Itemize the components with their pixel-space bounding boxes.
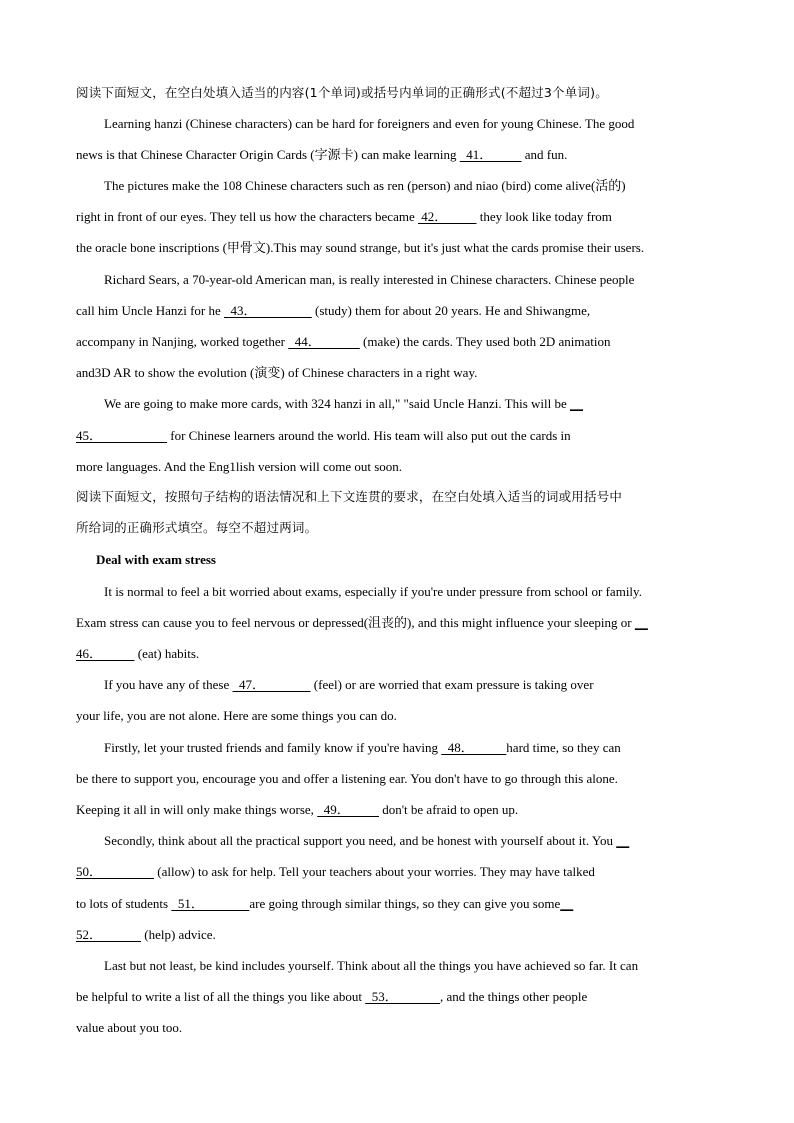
text: , and the things other people	[439, 989, 588, 1004]
section2-instruction-1: 阅读下面短文，按照句子结构的语法情况和上下文连贯的要求，在空白处填入适当的词或用括号中	[76, 489, 623, 504]
text: Exam stress can cause you to feel nervous or depressed(沮丧的), and this might influence your sleeping or	[76, 615, 635, 630]
text: Keeping it all in will only make things worse,	[76, 802, 318, 817]
s2-line-7	[76, 771, 726, 787]
text: be there to support you, encourage you and offer a listening ear. You don't have to go through this alone.	[76, 771, 618, 786]
text: Firstly, let your trusted friends and family know if you're having	[104, 740, 442, 755]
s1-line-10	[104, 396, 726, 412]
text: Secondly, think about all the practical support you need, and be honest with yourself about it. You	[104, 833, 617, 848]
blank-45-start[interactable]: __	[570, 396, 584, 411]
text: (study) them for about 20 years. He and Shiwangme,	[311, 303, 591, 318]
s2-line-12	[76, 927, 726, 943]
text: (eat) habits.	[134, 646, 200, 661]
text: and fun.	[521, 147, 568, 162]
text: call him Uncle Hanzi for he	[76, 303, 224, 318]
text: hard time, so they can	[506, 740, 621, 755]
s2-line-3	[76, 646, 726, 662]
section1-instruction: 阅读下面短文，在空白处填入适当的内容(1个单词)或括号内单词的正确形式(不超过3个单词)。	[76, 85, 608, 100]
text: It is normal to feel a bit worried about exams, especially if you're under pressure from school or family.	[104, 584, 642, 599]
s1-line-3	[104, 178, 726, 194]
blank-46-start[interactable]: __	[634, 615, 648, 630]
text: they look like today from	[476, 209, 612, 224]
text: more languages. And the Eng1lish version will come out soon.	[76, 459, 403, 474]
s2-line-4	[104, 677, 726, 693]
s1-line-8	[76, 334, 726, 350]
blank-53[interactable]: 53．	[365, 989, 440, 1004]
text: Richard Sears, a 70-year-old American man, is really interested in Chinese characters. Chinese people	[104, 272, 635, 287]
s2-line-9	[104, 833, 726, 849]
text: If you have any of these	[104, 677, 233, 692]
text: don't be afraid to open up.	[378, 802, 519, 817]
blank-44[interactable]: 44．	[288, 334, 360, 349]
text: accompany in Nanjing, worked together	[76, 334, 289, 349]
s1-line-12	[76, 459, 726, 475]
blank-50[interactable]: 50．	[76, 864, 155, 879]
blank-49[interactable]: 49．	[317, 802, 379, 817]
text: for Chinese learners around the world. His team will also put out the cards in	[167, 428, 571, 443]
blank-45[interactable]: 45．	[76, 428, 168, 443]
text: (allow) to ask for help. Tell your teachers about your worries. They may have talked	[154, 864, 595, 879]
s2-line-6	[104, 740, 726, 756]
blank-52-start[interactable]: __	[560, 896, 574, 911]
text: (help) advice.	[141, 927, 216, 942]
s2-line-2	[76, 615, 726, 631]
blank-52[interactable]: 52．	[76, 927, 142, 942]
text: right in front of our eyes. They tell us how the characters became	[76, 209, 418, 224]
blank-48[interactable]: 48．	[441, 740, 507, 755]
s1-line-4	[76, 209, 726, 225]
s2-line-15	[76, 1020, 726, 1036]
blank-47[interactable]: 47．	[232, 677, 311, 692]
text: news is that Chinese Character Origin Cards (字源卡) can make learning	[76, 147, 460, 162]
s2-line-10	[76, 864, 726, 880]
text: (feel) or are worried that exam pressure is taking over	[310, 677, 594, 692]
s1-line-7	[76, 303, 726, 319]
s1-line-2	[76, 147, 726, 163]
s2-line-13	[104, 958, 726, 974]
text: be helpful to write a list of all the things you like about	[76, 989, 366, 1004]
text: your life, you are not alone. Here are some things you can do.	[76, 708, 397, 723]
text: to lots of students	[76, 896, 172, 911]
s2-line-11	[76, 896, 726, 912]
text: are going through similar things, so they can give you some	[249, 896, 561, 911]
text: The pictures make the 108 Chinese characters such as ren (person) and niao (bird) come alive(活的)	[104, 178, 626, 193]
s1-line-1	[104, 116, 726, 132]
s2-line-14	[76, 989, 726, 1005]
text: value about you too.	[76, 1020, 183, 1035]
blank-42[interactable]: 42．	[417, 209, 477, 224]
s1-line-9	[76, 365, 726, 381]
text: Last but not least, be kind includes yourself. Think about all the things you have achieved so far. It can	[104, 958, 639, 973]
blank-51[interactable]: 51．	[171, 896, 250, 911]
s1-line-11	[76, 428, 726, 444]
text: the oracle bone inscriptions (甲骨文).This may sound strange, but it's just what the cards promise their users.	[76, 240, 645, 255]
s2-line-5	[76, 708, 726, 724]
blank-46[interactable]: 46．	[76, 646, 135, 661]
section2-instruction-2: 所给词的正确形式填空。每空不超过两词。	[76, 520, 318, 535]
passage-title: Deal with exam stress	[96, 552, 216, 567]
s2-line-1	[104, 584, 726, 600]
blank-41[interactable]: 41．	[459, 147, 522, 162]
s2-line-8	[76, 802, 726, 818]
text: and3D AR to show the evolution (演变) of Chinese characters in a right way.	[76, 365, 478, 380]
s1-line-5	[76, 240, 726, 256]
blank-50-start[interactable]: __	[616, 833, 630, 848]
text: We are going to make more cards, with 324 hanzi in all," "said Uncle Hanzi. This will be	[104, 396, 571, 411]
text: Learning hanzi (Chinese characters) can be hard for foreigners and even for young Chinese. The good	[104, 116, 635, 131]
text: (make) the cards. They used both 2D animation	[359, 334, 611, 349]
s1-line-6	[104, 272, 726, 288]
blank-43[interactable]: 43．	[224, 303, 312, 318]
